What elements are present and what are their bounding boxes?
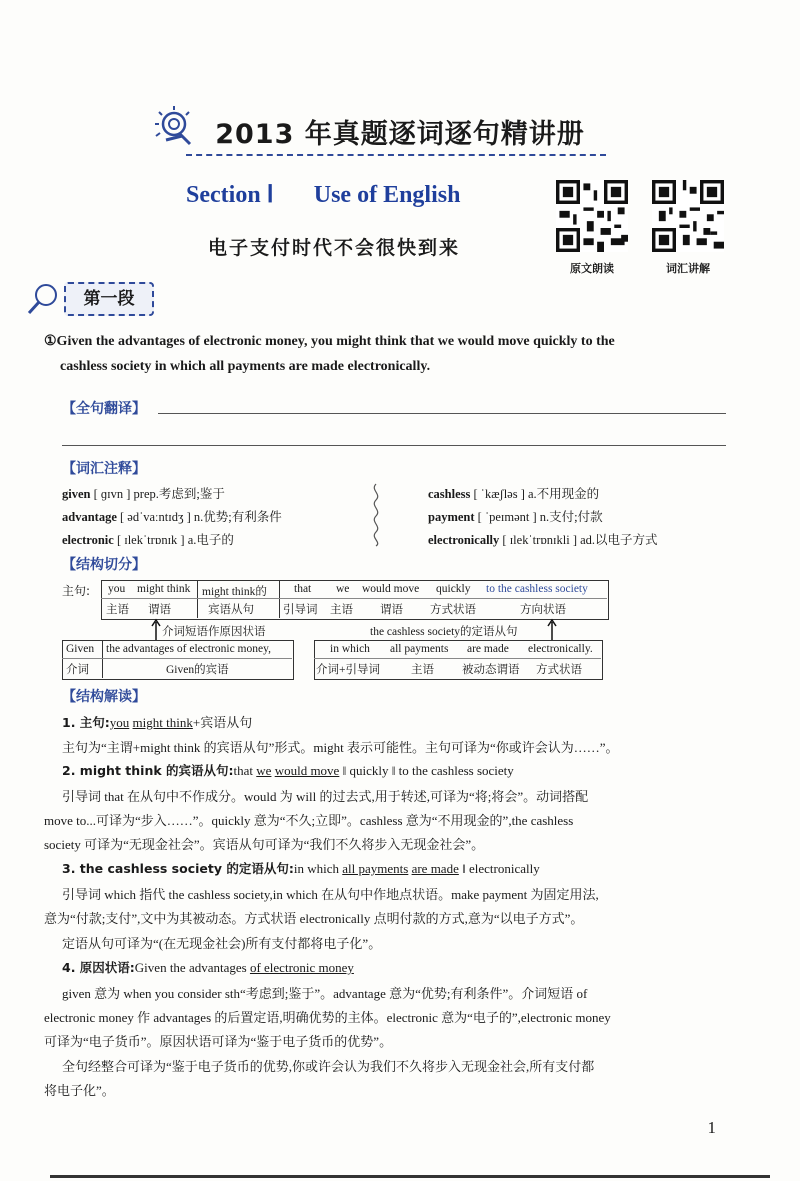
role-passive-predicate: 被动态谓语 bbox=[462, 664, 520, 676]
analysis-text-3c: 定语从句可译为“(在无现金社会)所有支付都将电子化”。 bbox=[62, 936, 382, 951]
row-divider bbox=[62, 658, 292, 659]
word-object-clause: might think的 bbox=[202, 586, 267, 598]
role-manner-adverbial: 方式状语 bbox=[536, 664, 582, 676]
word-would-move: would move bbox=[362, 583, 420, 595]
word-advantages-phrase: the advantages of electronic money, bbox=[106, 643, 271, 655]
vocab-item: given [ ɡɪvn ] prep.考虑到;鉴于 bbox=[62, 487, 225, 501]
word-quickly: quickly bbox=[436, 583, 471, 595]
analysis-text-2c: society 可译为“无现金社会”。宾语从句可译为“我们不久将步入无现金社会”。 bbox=[44, 837, 485, 852]
analysis-text-3a: 引导词 which 指代 the cashless society,in which 在从句中作地点状语。make payment 为固定用法, bbox=[62, 887, 599, 902]
word-given: Given bbox=[66, 643, 95, 655]
analysis-heading-1: 1. 主句:you might think+宾语从句 bbox=[62, 715, 253, 730]
role-subject: 主语 bbox=[330, 604, 353, 616]
main-clause-label: 主句: bbox=[62, 584, 91, 598]
word-are-made: are made bbox=[467, 643, 509, 655]
analysis-text-1: 主句为“主谓+might think 的宾语从句”形式。might 表示可能性。主句可译为“你或许会认为……”。 bbox=[62, 740, 619, 755]
word-that: that bbox=[294, 583, 312, 595]
role-given-object: Given的宾语 bbox=[166, 664, 229, 676]
analysis-label: 【结构解读】 bbox=[62, 689, 146, 705]
analysis-text-3b: 意为“付款;支付”,文中为其被动态。方式状语 electronically 点明付款的方式,意为“以电子方式”。 bbox=[44, 911, 584, 926]
note-attributive-clause: the cashless society的定语从句 bbox=[370, 626, 518, 638]
article-subtitle: 电子支付时代不会很快到来 bbox=[208, 237, 461, 259]
page-bottom-rule bbox=[50, 1175, 770, 1178]
analysis-text-2b: move to...可译为“步入……”。quickly 意为“不久;立即”。cashless 意为“不用现金的”,the cashless bbox=[44, 813, 574, 828]
section-name: Use of English bbox=[313, 182, 461, 208]
word-in-which: in which bbox=[330, 643, 370, 655]
structure-label: 【结构切分】 bbox=[62, 557, 146, 573]
role-direction-adverbial: 方向状语 bbox=[520, 604, 566, 616]
arrow-up-icon bbox=[150, 618, 162, 640]
role-manner-adverbial: 方式状语 bbox=[430, 604, 476, 616]
paragraph-tag: 第一段 bbox=[64, 282, 154, 316]
vocab-item: advantage [ ədˈvaːntɪdʒ ] n.优势;有利条件 bbox=[62, 510, 282, 524]
sentence-line-2: cashless society in which all payments are made electronically. bbox=[60, 359, 431, 374]
word-to-cashless-society: to the cashless society bbox=[486, 583, 588, 595]
qr-caption-vocab: 词汇讲解 bbox=[666, 262, 710, 275]
analysis-text-4a: given 意为 when you consider sth“考虑到;鉴于”。advantage 意为“优势;有利条件”。介词短语 of bbox=[62, 986, 588, 1001]
section-label: Section Ⅰ bbox=[186, 182, 274, 208]
vocab-item: electronically [ ɪlekˈtrɒnɪkli ] ad.以电子方式 bbox=[428, 533, 658, 547]
page-number: 1 bbox=[707, 1118, 716, 1137]
word-electronically: electronically. bbox=[528, 643, 593, 655]
page-title: 2013 年真题逐词逐句精讲册 bbox=[215, 119, 585, 150]
vocab-item: cashless [ ˈkæʃləs ] a.不用现金的 bbox=[428, 487, 600, 501]
analysis-text-4b: electronic money 作 advantages 的后置定语,明确优势的主体。electronic 意为“电子的”,electronic money bbox=[44, 1010, 611, 1025]
role-predicate: 谓语 bbox=[148, 604, 171, 616]
word-we: we bbox=[336, 583, 350, 595]
role-connector: 引导词 bbox=[283, 604, 318, 616]
full-translation-b: 将电子化”。 bbox=[44, 1083, 115, 1098]
sentence-line-1: ①Given the advantages of electronic money, you might think that we would move quickly to the bbox=[44, 334, 615, 349]
role-subject: 主语 bbox=[106, 604, 129, 616]
vocab-item: electronic [ ɪlekˈtrɒnɪk ] a.电子的 bbox=[62, 533, 234, 547]
role-subject: 主语 bbox=[411, 664, 434, 676]
arrow-up-icon bbox=[546, 618, 558, 640]
role-prep-connector: 介词+引导词 bbox=[316, 664, 380, 676]
analysis-text-4c: 可译为“电子货币”。原因状语可译为“鉴于电子货币的优势”。 bbox=[44, 1034, 393, 1049]
note-reason-adverbial: 介词短语作原因状语 bbox=[162, 626, 266, 638]
qr-caption-audio: 原文朗读 bbox=[570, 262, 614, 275]
analysis-heading-4: 4. 原因状语:Given the advantages of electronic money bbox=[62, 960, 354, 975]
analysis-heading-2: 2. might think 的宾语从句:that we would move ‖ quickly ‖ to the cashless society bbox=[62, 763, 514, 778]
vocab-label: 【词汇注释】 bbox=[62, 461, 146, 477]
vocab-item: payment [ ˈpeɪmənt ] n.支付;付款 bbox=[428, 510, 603, 524]
full-translation-a: 全句经整合可译为“鉴于电子货币的优势,你或许会认为我们不久将步入无现金社会,所有支付都 bbox=[62, 1059, 595, 1074]
row-divider bbox=[314, 658, 601, 659]
analysis-heading-3: 3. the cashless society 的定语从句:in which all payments are made ‖ electronically bbox=[62, 861, 540, 876]
word-you: you bbox=[108, 583, 126, 595]
role-predicate: 谓语 bbox=[380, 604, 403, 616]
analysis-text-2a: 引导词 that 在从句中不作成分。would 为 will 的过去式,用于转述,可译为“将;将会”。动词搭配 bbox=[62, 789, 589, 804]
role-object-clause: 宾语从句 bbox=[208, 604, 254, 616]
row-divider bbox=[101, 598, 607, 599]
word-might-think: might think bbox=[137, 583, 191, 595]
translation-label: 【全句翻译】 bbox=[62, 401, 146, 417]
word-all-payments: all payments bbox=[390, 643, 449, 655]
role-preposition: 介词 bbox=[66, 664, 89, 676]
